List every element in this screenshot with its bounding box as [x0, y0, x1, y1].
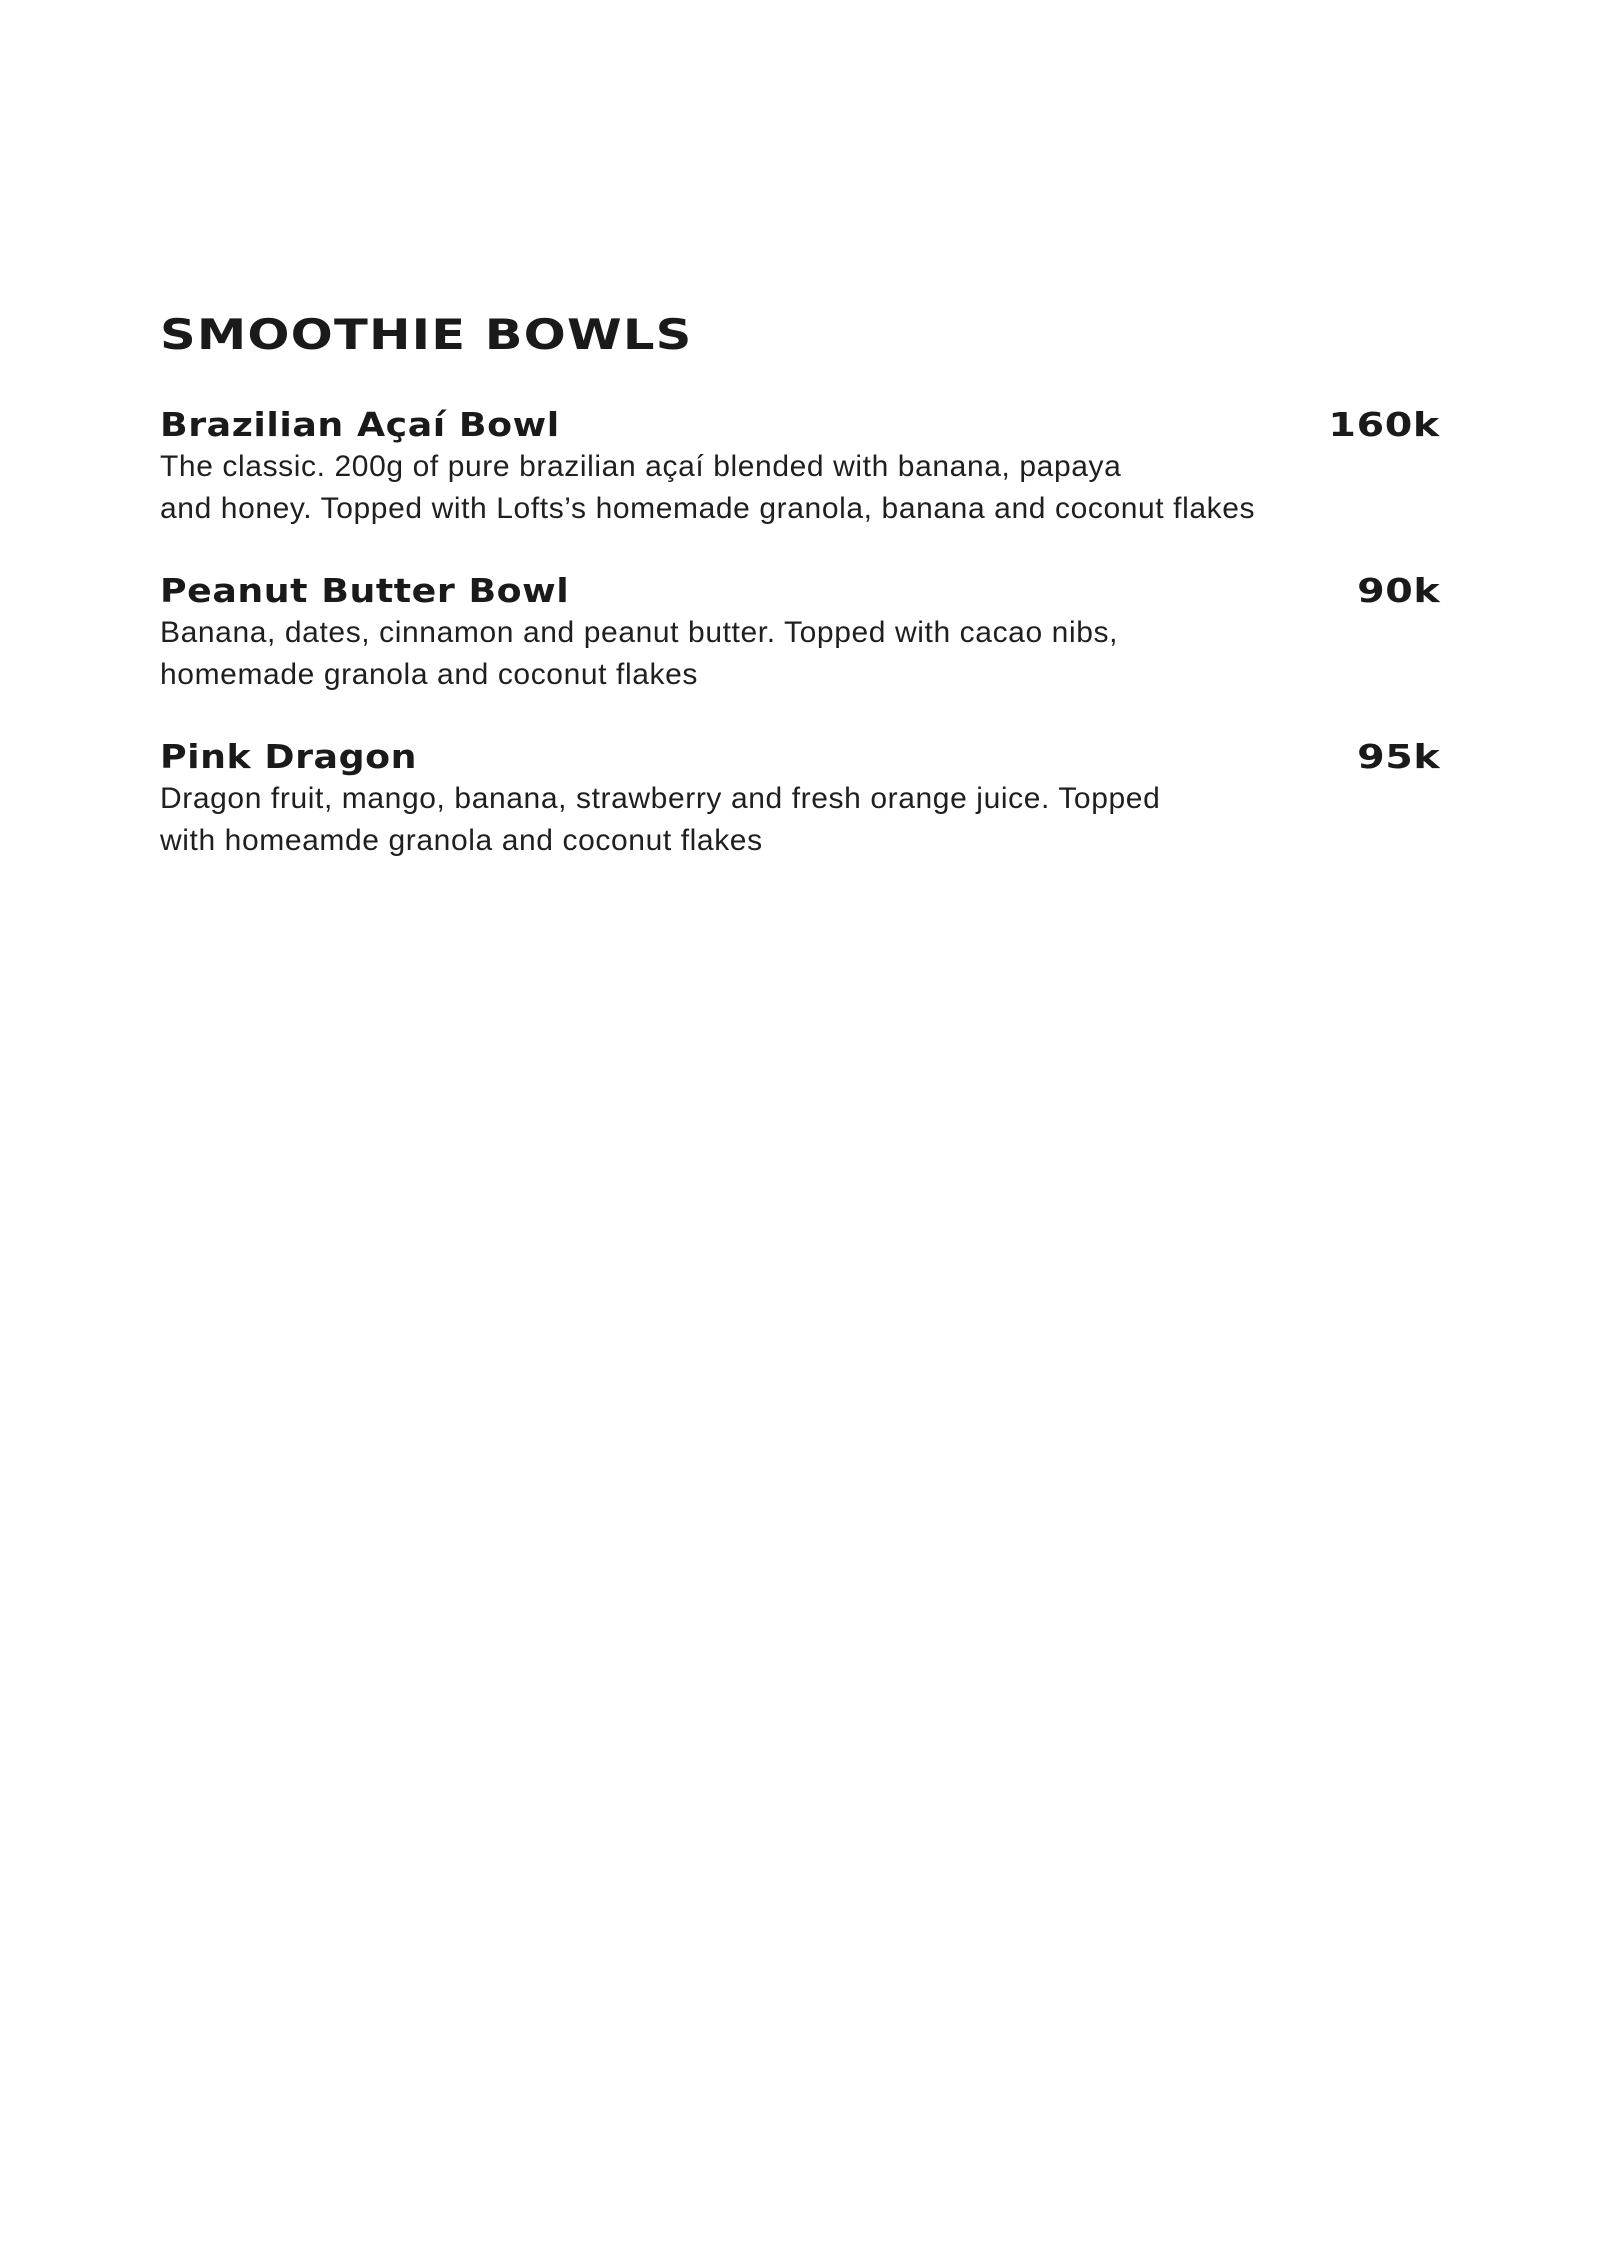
menu-item-peanut-butter-bowl	[160, 570, 1440, 696]
menu-items-list	[160, 404, 1440, 862]
item-description-line: homemade granola and coconut flakes	[160, 658, 699, 691]
item-price: 160k	[1328, 405, 1440, 444]
item-name: Brazilian Açaí Bowl	[160, 405, 560, 444]
item-price: 90k	[1356, 571, 1440, 610]
item-description	[160, 778, 1440, 862]
item-price: 95k	[1356, 737, 1440, 776]
item-name: Peanut Butter Bowl	[160, 571, 570, 610]
item-header	[160, 736, 1440, 778]
item-description	[160, 446, 1440, 530]
menu-item-brazilian-acai-bowl	[160, 404, 1440, 530]
item-description	[160, 612, 1440, 696]
item-description-line: Dragon fruit, mango, banana, strawberry and fresh orange juice. Topped	[160, 782, 1161, 815]
item-description-line: with homeamde granola and coconut flakes	[160, 824, 763, 857]
section-title: SMOOTHIE BOWLS	[160, 310, 693, 359]
item-header	[160, 570, 1440, 612]
item-name: Pink Dragon	[160, 737, 418, 776]
item-description-line: and honey. Topped with Lofts’s homemade granola, banana and coconut flakes	[160, 492, 1256, 525]
menu-item-pink-dragon	[160, 736, 1440, 862]
item-description-line: The classic. 200g of pure brazilian açaí blended with banana, papaya	[160, 450, 1122, 483]
smoothie-bowls-section	[160, 306, 1440, 902]
item-header	[160, 404, 1440, 446]
item-description-line: Banana, dates, cinnamon and peanut butter. Topped with cacao nibs,	[160, 616, 1119, 649]
